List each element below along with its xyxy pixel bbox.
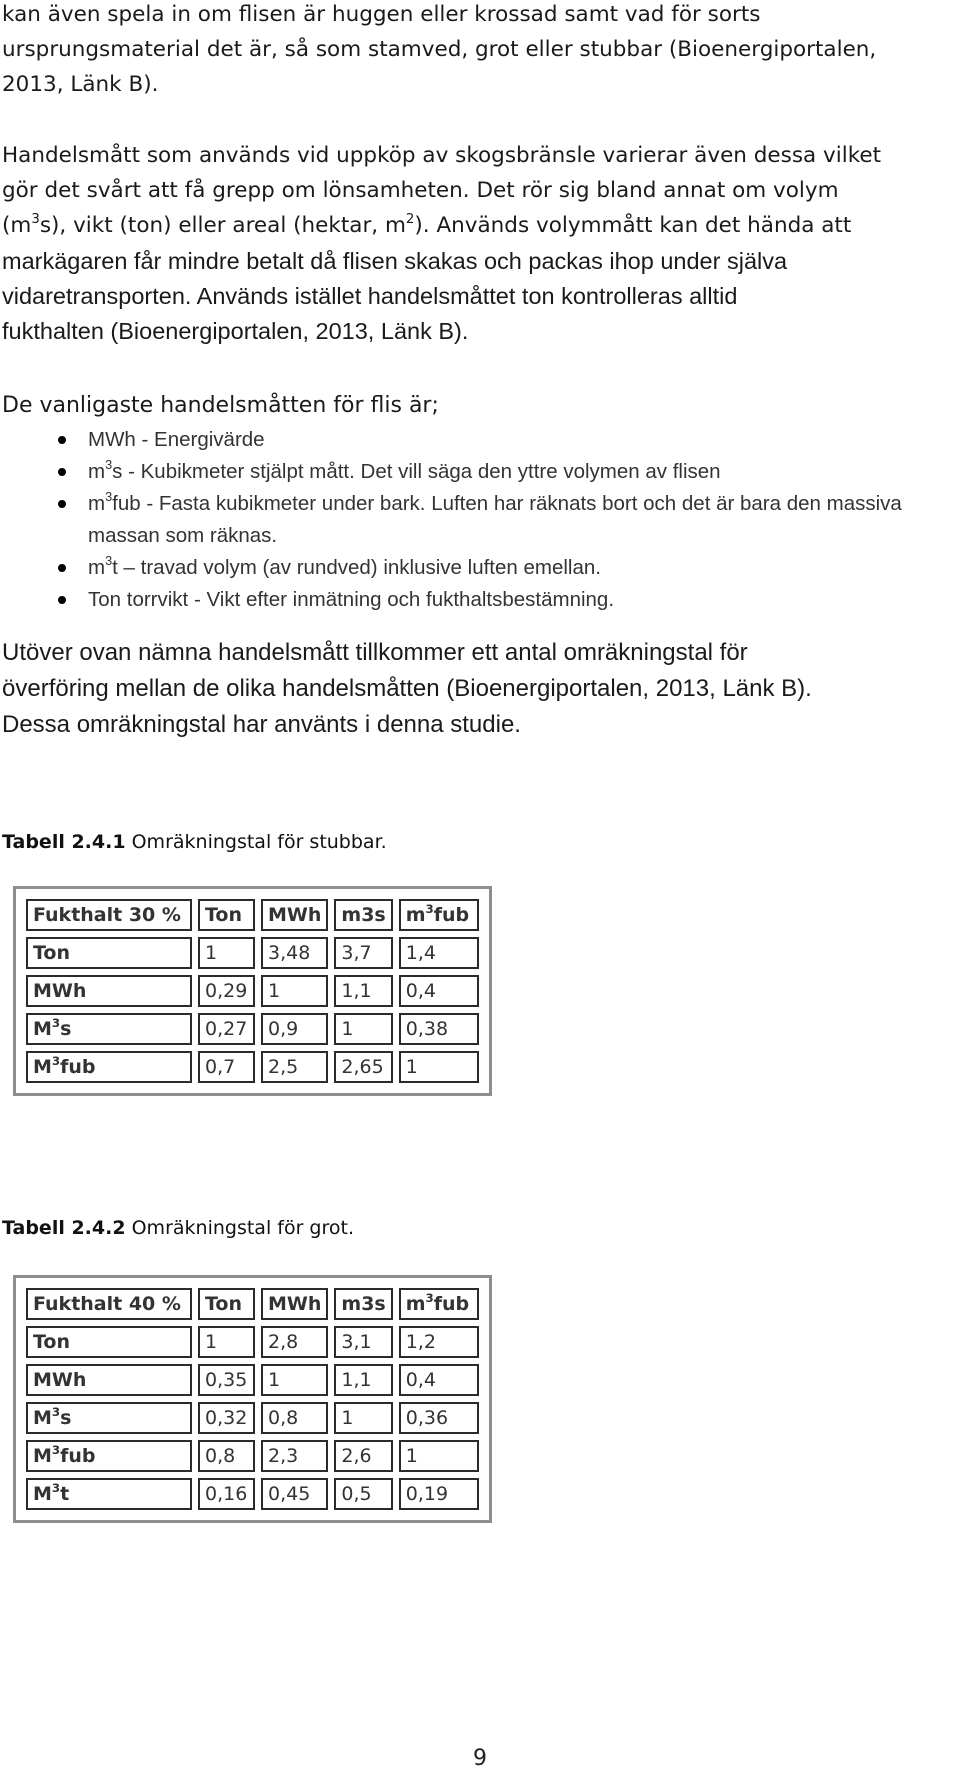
- table-cell: 0,16: [198, 1478, 255, 1510]
- paragraph-line: vidaretransporten. Används istället handelsmåttet ton kontrolleras alltid: [2, 283, 738, 309]
- cell-text: M: [33, 1018, 52, 1040]
- cell-text: fub: [433, 1293, 470, 1315]
- list-item-text: m: [88, 492, 106, 515]
- table-cell: 2,8: [261, 1326, 328, 1358]
- table-cell: 1: [399, 1440, 479, 1472]
- table-cell: 0,19: [399, 1478, 479, 1510]
- cell-text: t: [60, 1483, 70, 1505]
- list-item-text: s - Kubikmeter stjälpt mått. Det vill säga den yttre volymen av flisen: [112, 460, 721, 483]
- header-cell: Ton: [198, 899, 255, 931]
- list-item-text: fub - Fasta kubikmeter under bark. Luften har räknats bort och det är bara den massiva massan som räknas.: [88, 492, 902, 547]
- table-cell: 1: [399, 1051, 479, 1083]
- table-cell: 0,8: [198, 1440, 255, 1472]
- paragraph-3: [2, 635, 812, 743]
- row-label-cell: [26, 1402, 192, 1434]
- superscript: 3: [51, 1442, 61, 1457]
- list-item: [0, 552, 960, 584]
- superscript: 3: [105, 488, 113, 504]
- cell-text: MWh: [33, 1369, 87, 1391]
- superscript: 3: [425, 901, 434, 916]
- row-label-cell: [26, 937, 192, 969]
- paragraph-line: Dessa omräkningstal har använts i denna studie.: [2, 711, 521, 738]
- row-label-cell: [26, 1440, 192, 1472]
- superscript: 3: [31, 211, 40, 227]
- superscript: 3: [105, 552, 113, 568]
- caption-text: Omräkningstal för grot.: [125, 1217, 354, 1239]
- paragraph-line: Utöver ovan nämna handelsmått tillkommer ett antal omräkningstal för: [2, 639, 748, 666]
- row-label-cell: [26, 975, 192, 1007]
- page-number: 9: [473, 1746, 487, 1771]
- cell-text: s: [60, 1018, 72, 1040]
- table-row: [26, 1326, 479, 1358]
- row-label-cell: [26, 1326, 192, 1358]
- table-row: [26, 1440, 479, 1472]
- header-cell: Fukthalt 40 %: [26, 1288, 192, 1320]
- list-item-text: t – travad volym (av rundved) inklusive luften emellan.: [112, 556, 601, 579]
- cell-text: Ton: [33, 1331, 71, 1353]
- table-row: [26, 1402, 479, 1434]
- table-row: [26, 1478, 479, 1510]
- table-cell: 0,29: [198, 975, 255, 1007]
- table-cell: 1,4: [399, 937, 479, 969]
- table-cell: 0,5: [334, 1478, 392, 1510]
- cell-text: m: [405, 1293, 426, 1315]
- table-cell: 1,1: [334, 975, 392, 1007]
- trade-measures-list: [0, 424, 960, 616]
- paragraph-line: överföring mellan de olika handelsmåtten (Bioenergiportalen, 2013, Länk B).: [2, 675, 812, 702]
- table-cell: 0,9: [261, 1013, 328, 1045]
- superscript: 3: [51, 1480, 61, 1495]
- cell-text: M: [33, 1483, 52, 1505]
- bullet-icon: [58, 468, 66, 476]
- table-cell: 1: [261, 975, 328, 1007]
- cell-text: m: [405, 904, 426, 926]
- table-caption: [2, 1216, 354, 1240]
- bullet-icon: [58, 564, 66, 572]
- table-cell: 1,2: [399, 1326, 479, 1358]
- row-label-cell: [26, 1051, 192, 1083]
- table-cell: 2,65: [334, 1051, 392, 1083]
- table-cell: 2,3: [261, 1440, 328, 1472]
- list-item: [0, 456, 960, 488]
- superscript: 3: [105, 456, 113, 472]
- table-cell: 0,8: [261, 1402, 328, 1434]
- list-item-text: MWh - Energivärde: [88, 428, 265, 451]
- table-caption: [2, 830, 387, 854]
- table-cell: 2,5: [261, 1051, 328, 1083]
- paragraph-line: fukthalten (Bioenergiportalen, 2013, Länk B).: [2, 318, 469, 344]
- list-item-text: m: [88, 460, 106, 483]
- cell-text: s: [60, 1407, 72, 1429]
- paragraph-line: gör det svårt att få grepp om lönsamheten. Det rör sig bland annat om volym: [2, 178, 839, 203]
- conversion-table-stubbar: [13, 886, 492, 1096]
- table-cell: 0,45: [261, 1478, 328, 1510]
- table-cell: 0,32: [198, 1402, 255, 1434]
- bullet-icon: [58, 596, 66, 604]
- header-cell: Fukthalt 30 %: [26, 899, 192, 931]
- list-item: [0, 488, 960, 552]
- header-cell: [399, 1288, 479, 1320]
- table: [20, 893, 485, 1089]
- table-cell: 3,1: [334, 1326, 392, 1358]
- cell-text: M: [33, 1056, 52, 1078]
- table-row: [26, 1013, 479, 1045]
- text-run: (m: [2, 213, 32, 238]
- header-cell: [399, 899, 479, 931]
- row-label-cell: [26, 1478, 192, 1510]
- paragraph-line: 2013, Länk B).: [2, 72, 159, 97]
- list-item: [0, 584, 960, 616]
- table-cell: 1: [198, 937, 255, 969]
- bullet-icon: [58, 436, 66, 444]
- header-cell: Ton: [198, 1288, 255, 1320]
- table-cell: 0,4: [399, 1364, 479, 1396]
- header-cell: MWh: [261, 899, 328, 931]
- row-label-cell: [26, 1013, 192, 1045]
- cell-text: fub: [60, 1056, 96, 1078]
- paragraph-line: Handelsmått som används vid uppköp av skogsbränsle varierar även dessa vilket: [2, 143, 882, 168]
- text-run: s), vikt (ton) eller areal (hektar, m: [39, 213, 406, 238]
- paragraph-line: [2, 209, 851, 244]
- superscript: 3: [51, 1015, 61, 1030]
- superscript: 3: [51, 1053, 61, 1068]
- table-row: [26, 1051, 479, 1083]
- table-cell: 1: [334, 1402, 392, 1434]
- table-cell: 0,38: [399, 1013, 479, 1045]
- superscript: 2: [405, 211, 415, 227]
- table-cell: 1,1: [334, 1364, 392, 1396]
- table-header-row: [26, 1288, 479, 1320]
- caption-text: Omräkningstal för stubbar.: [125, 831, 387, 853]
- cell-text: M: [33, 1407, 52, 1429]
- table-cell: 3,48: [261, 937, 328, 969]
- superscript: 3: [425, 1290, 434, 1305]
- paragraph-line: markägaren får mindre betalt då flisen skakas och packas ihop under själva: [2, 248, 788, 274]
- header-cell: m3s: [334, 1288, 392, 1320]
- text-run: ). Används volymmått kan det hända att: [414, 213, 852, 238]
- table-cell: 0,35: [198, 1364, 255, 1396]
- table-cell: 2,6: [334, 1440, 392, 1472]
- paragraph-line: ursprungsmaterial det är, så som stamved, grot eller stubbar (Bioenergiportalen,: [2, 37, 877, 62]
- table-cell: 0,7: [198, 1051, 255, 1083]
- caption-label: Tabell 2.4.1: [2, 831, 126, 853]
- cell-text: fub: [433, 904, 470, 926]
- header-cell: m3s: [334, 899, 392, 931]
- list-item: [0, 424, 960, 456]
- cell-text: Ton: [33, 942, 71, 964]
- list-intro: De vanligaste handelsmåtten för flis är;: [2, 393, 439, 418]
- table-row: [26, 937, 479, 969]
- table-cell: 0,4: [399, 975, 479, 1007]
- superscript: 3: [51, 1404, 61, 1419]
- list-item-text: Ton torrvikt - Vikt efter inmätning och fukthaltsbestämning.: [88, 588, 615, 611]
- table-cell: 1: [198, 1326, 255, 1358]
- table: [20, 1282, 485, 1516]
- cell-text: fub: [60, 1445, 96, 1467]
- list-item-text: m: [88, 556, 106, 579]
- table-cell: 1: [334, 1013, 392, 1045]
- table-row: [26, 975, 479, 1007]
- table-header-row: [26, 899, 479, 931]
- header-cell: MWh: [261, 1288, 328, 1320]
- table-row: [26, 1364, 479, 1396]
- table-cell: 3,7: [334, 937, 392, 969]
- caption-label: Tabell 2.4.2: [2, 1217, 126, 1239]
- cell-text: MWh: [33, 980, 87, 1002]
- bullet-icon: [58, 500, 66, 508]
- row-label-cell: [26, 1364, 192, 1396]
- cell-text: M: [33, 1445, 52, 1467]
- table-cell: 0,27: [198, 1013, 255, 1045]
- paragraph-line: kan även spela in om flisen är huggen eller krossad samt vad för sorts: [2, 2, 761, 27]
- table-cell: 0,36: [399, 1402, 479, 1434]
- table-cell: 1: [261, 1364, 328, 1396]
- conversion-table-grot: [13, 1275, 492, 1523]
